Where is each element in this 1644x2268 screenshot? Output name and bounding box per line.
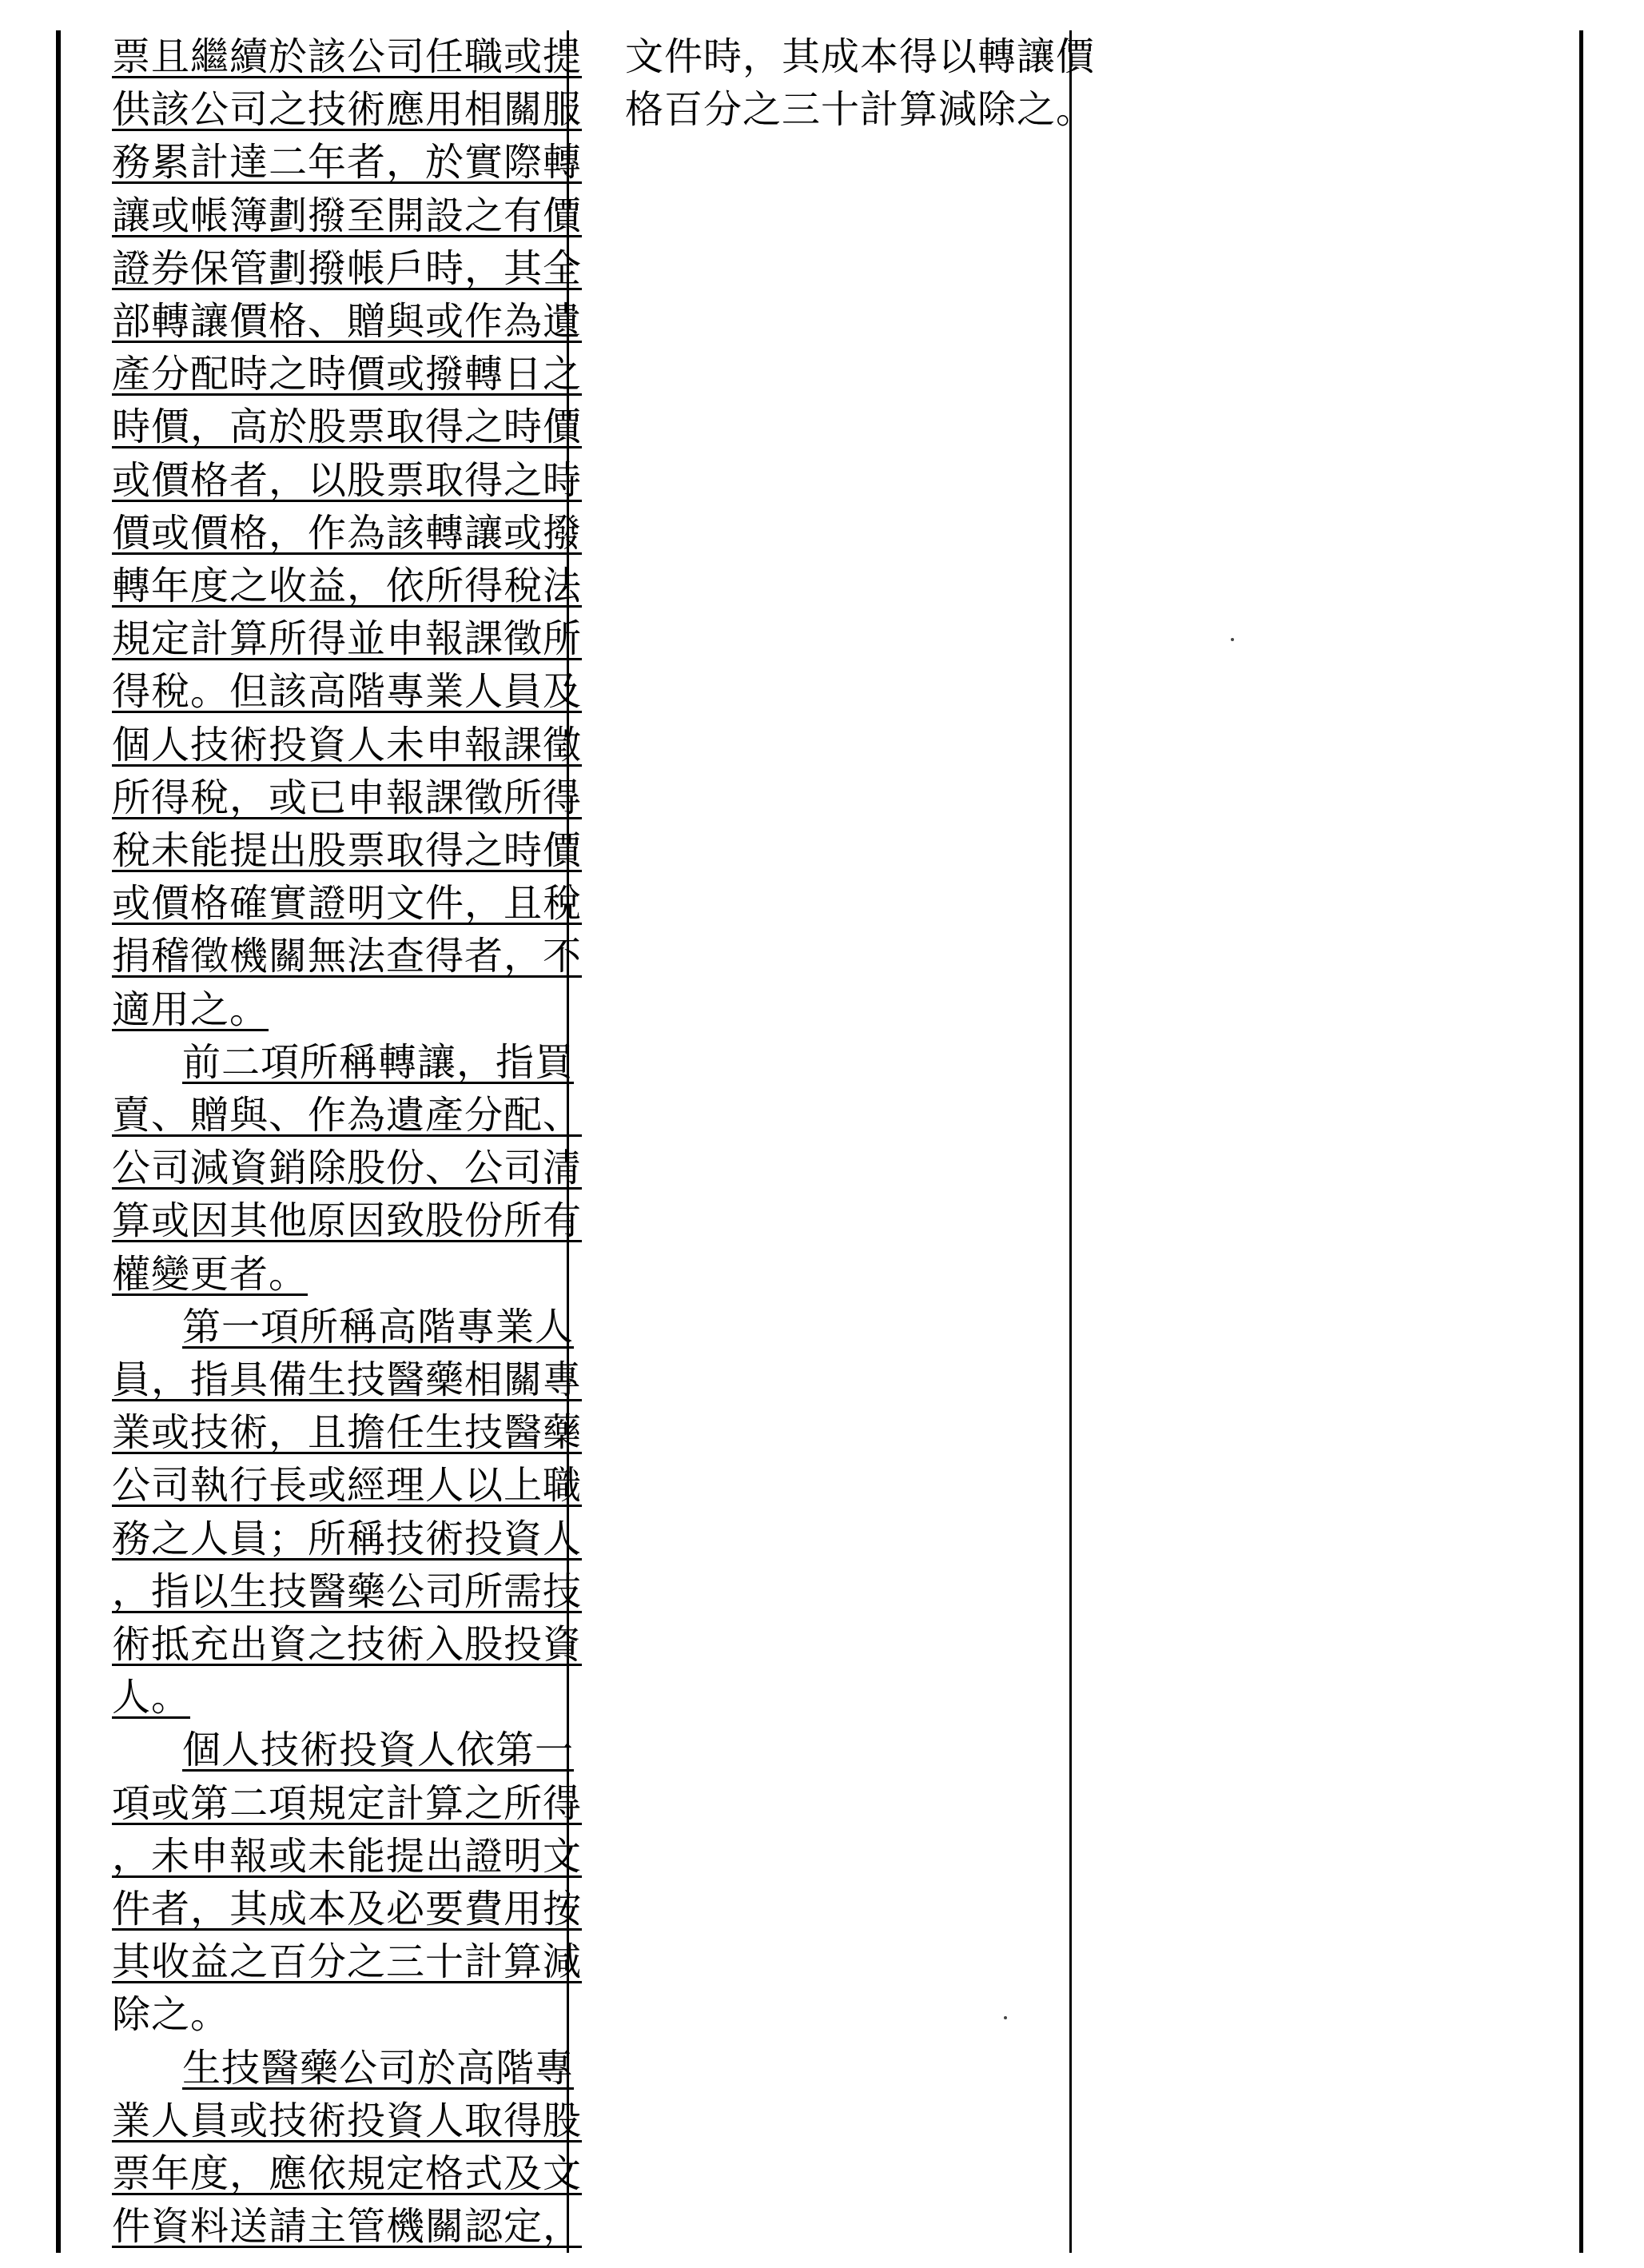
left-column-line: 或價格者，以股票取得之時 (112, 457, 583, 503)
left-column-line: 產分配時之時價或撥轉日之 (112, 352, 583, 397)
left-column-line: 算或因其他原因致股份所有 (112, 1198, 583, 1244)
middle-column-line: 文件時，其成本得以轉讓價 (625, 34, 1096, 79)
middle-column-line: 格百分之三十計算減除之。 (625, 87, 1096, 133)
left-column-line: 員，指具備生技醫藥相關專 (112, 1357, 583, 1402)
left-column-line: 生技醫藥公司於高階專 (182, 2045, 575, 2091)
left-column-line: 術抵充出資之技術入股投資 (112, 1622, 583, 1667)
left-column-line: 個人技術投資人未申報課徵 (112, 722, 583, 767)
left-column-line: 個人技術投資人依第一 (182, 1728, 575, 1773)
left-column-line: 公司執行長或經理人以上職 (112, 1463, 583, 1509)
left-column-line: 價或價格，作為該轉讓或撥 (112, 510, 583, 556)
left-column-line: 證券保管劃撥帳戶時，其全 (112, 245, 583, 291)
left-column-line: 所得稅，或已申報課徵所得 (112, 775, 583, 820)
left-column-line: 捐稽徵機關無法查得者，不 (112, 934, 583, 979)
scan-speck (1231, 638, 1234, 641)
table-border-right (1579, 30, 1583, 2253)
left-column-line: 項或第二項規定計算之所得 (112, 1780, 583, 1826)
left-column-line: 時價，高於股票取得之時價 (112, 405, 583, 450)
left-column-line: 票且繼續於該公司任職或提 (112, 34, 583, 79)
left-column-line: 稅未能提出股票取得之時價 (112, 828, 583, 873)
scan-speck (1004, 2016, 1007, 2019)
left-column-line: 得稅。但該高階專業人員及 (112, 669, 583, 715)
column-divider-2 (1069, 30, 1072, 2253)
left-column-line: 權變更者。 (112, 1251, 308, 1297)
left-column-line: 第一項所稱高階專業人 (182, 1304, 575, 1349)
table-border-left (56, 30, 61, 2253)
left-column-line: 除之。 (112, 1992, 230, 2038)
left-column-line: 業人員或技術投資人取得股 (112, 2098, 583, 2143)
left-column-line: 讓或帳簿劃撥至開設之有價 (112, 193, 583, 238)
left-column-line: 規定計算所得並申報課徵所 (112, 616, 583, 662)
left-column-line: 適用之。 (112, 987, 269, 1032)
left-column-line: 前二項所稱轉讓，指買 (182, 1039, 575, 1085)
left-column-line: 或價格確實證明文件，且稅 (112, 881, 583, 927)
left-column-line: 公司減資銷除股份、公司清 (112, 1146, 583, 1191)
left-column-line: 部轉讓價格、贈與或作為遺 (112, 299, 583, 344)
left-column-line: 人。 (112, 1675, 191, 1720)
left-column-line: 賣、贈與、作為遺產分配、 (112, 1093, 583, 1138)
left-column-line: 件者，其成本及必要費用按 (112, 1887, 583, 1931)
left-column-line: ，未申報或未能提出證明文 (112, 1833, 583, 1879)
left-column-line: 票年度，應依規定格式及文 (112, 2151, 583, 2196)
left-column-line: 務之人員；所稱技術投資人 (112, 1516, 583, 1561)
left-column-line: 其收益之百分之三十計算減 (112, 1939, 583, 1985)
left-column-line: ，指以生技醫藥公司所需技 (112, 1568, 583, 1614)
left-column-line: 供該公司之技術應用相關服 (112, 87, 583, 133)
left-column-line: 務累計達二年者，於實際轉 (112, 140, 583, 185)
left-column-line: 件資料送請主管機關認定， (112, 2204, 583, 2250)
left-column-line: 業或技術，且擔任生技醫藥 (112, 1410, 583, 1456)
left-column-line: 轉年度之收益，依所得稅法 (112, 564, 583, 608)
